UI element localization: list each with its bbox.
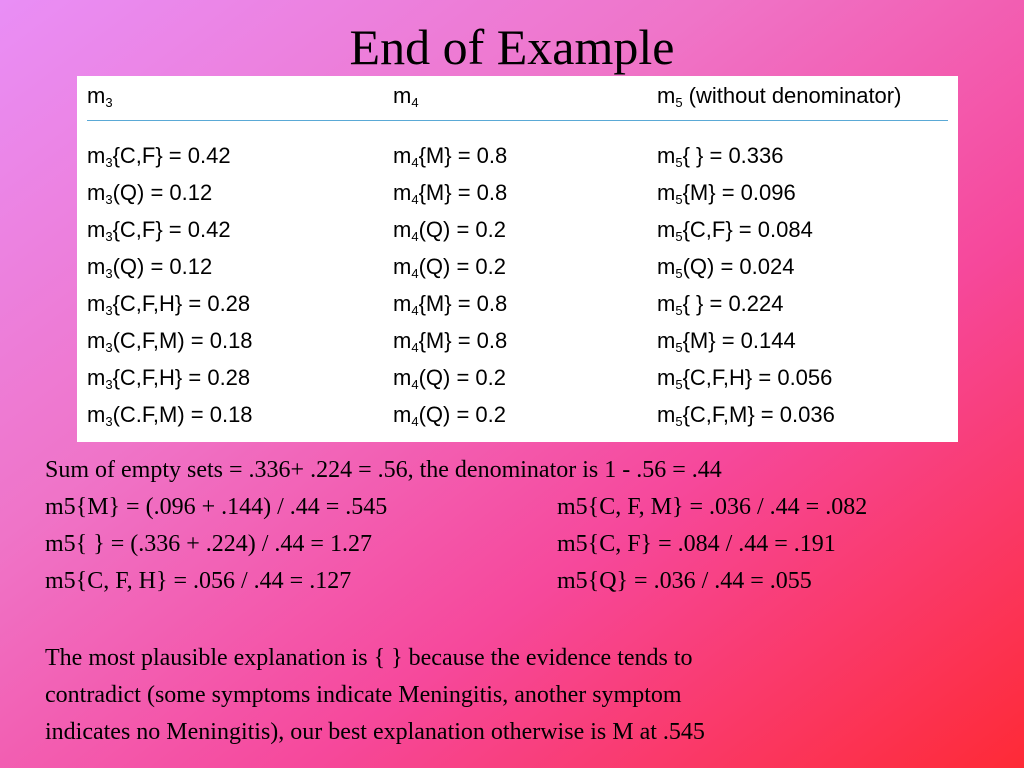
table-cell-m5: $m_5(Q) = 0.024$ xyxy=(657,254,795,281)
table-cell-m4: $m_4(Q) = 0.2$ xyxy=(393,254,506,281)
table-cell-m4: $m_4\{M\} = 0.8$ xyxy=(393,180,508,207)
table-cell-m3: $m_3(C.F,M) = 0.18$ xyxy=(87,402,253,429)
slide-title: End of Example xyxy=(349,19,675,75)
table-cell-m5: $m_5\{M\} = 0.144$ xyxy=(657,328,796,355)
table-cell-m3: $m_3\{C,F,H\} = 0.28$ xyxy=(87,365,251,392)
table-cell-m4: $m_4(Q) = 0.2$ xyxy=(393,402,506,429)
conclusion-line-3: indicates no Meningitis), our best explanation otherwise is M at .545 xyxy=(45,719,705,745)
table-cell-m3: $m_3(Q) = 0.12$ xyxy=(87,180,213,207)
table-cell-m3: $m_3\{C,F\} = 0.42$ xyxy=(87,143,231,170)
calculation-left-3: m5{C, F, H} = .056 / .44 = .127 xyxy=(45,568,352,594)
table-cell-m4: $m_4(Q) = 0.2$ xyxy=(393,217,506,244)
column-header-m4: $m_4$ xyxy=(393,83,419,110)
calculation-left-2: m5{ } = (.336 + .224) / .44 = 1.27 xyxy=(45,531,372,557)
table-cell-m5: $m_5${ } = 0.224 xyxy=(657,291,784,318)
table-cell-m5: $m_5\{C,F\} = 0.084$ xyxy=(657,217,813,244)
table-cell-m5: $m_5${ } = 0.336 xyxy=(657,143,784,170)
table-cell-m3: $m_3(Q) = 0.12$ xyxy=(87,254,213,281)
calculation-left-1: m5{M} = (.096 + .144) / .44 = .545 xyxy=(45,494,388,520)
sum-of-empty-sets-line: Sum of empty sets = .336+ .224 = .56, the denominator is 1 - .56 = .44 xyxy=(45,457,722,483)
column-header-m5: $m_5$ (without denominator) xyxy=(657,83,902,110)
calculation-right-3: m5{Q} = .036 / .44 = .055 xyxy=(557,568,812,594)
table-cell-m3: $m_3\{C,F\} = 0.42$ xyxy=(87,217,231,244)
conclusion-line-1: The most plausible explanation is { } because the evidence tends to xyxy=(45,645,693,671)
table-cell-m5: $m_5\{M\} = 0.096$ xyxy=(657,180,796,207)
header-divider xyxy=(87,120,948,121)
table-cell-m3: $m_3\{C,F,H\} = 0.28$ xyxy=(87,291,251,318)
conclusion-line-2: contradict (some symptoms indicate Meningitis, another symptom xyxy=(45,682,682,708)
table-cell-m5: $m_5\{C,F,H\} = 0.056$ xyxy=(657,365,833,392)
table-cell-m4: $m_4\{M\} = 0.8$ xyxy=(393,143,508,170)
calculation-right-2: m5{C, F} = .084 / .44 = .191 xyxy=(557,531,836,557)
table-cell-m3: $m_3(C,F,M) = 0.18$ xyxy=(87,328,253,355)
mass-function-table xyxy=(77,76,958,442)
table-cell-m4: $m_4(Q) = 0.2$ xyxy=(393,365,506,392)
table-cell-m4: $m_4\{M\} = 0.8$ xyxy=(393,328,508,355)
table-cell-m5: $m_5\{C,F,M\} = 0.036$ xyxy=(657,402,835,429)
calculation-right-1: m5{C, F, M} = .036 / .44 = .082 xyxy=(557,494,868,520)
table-cell-m4: $m_4\{M\} = 0.8$ xyxy=(393,291,508,318)
column-header-m3: $m_3$ xyxy=(87,83,113,110)
